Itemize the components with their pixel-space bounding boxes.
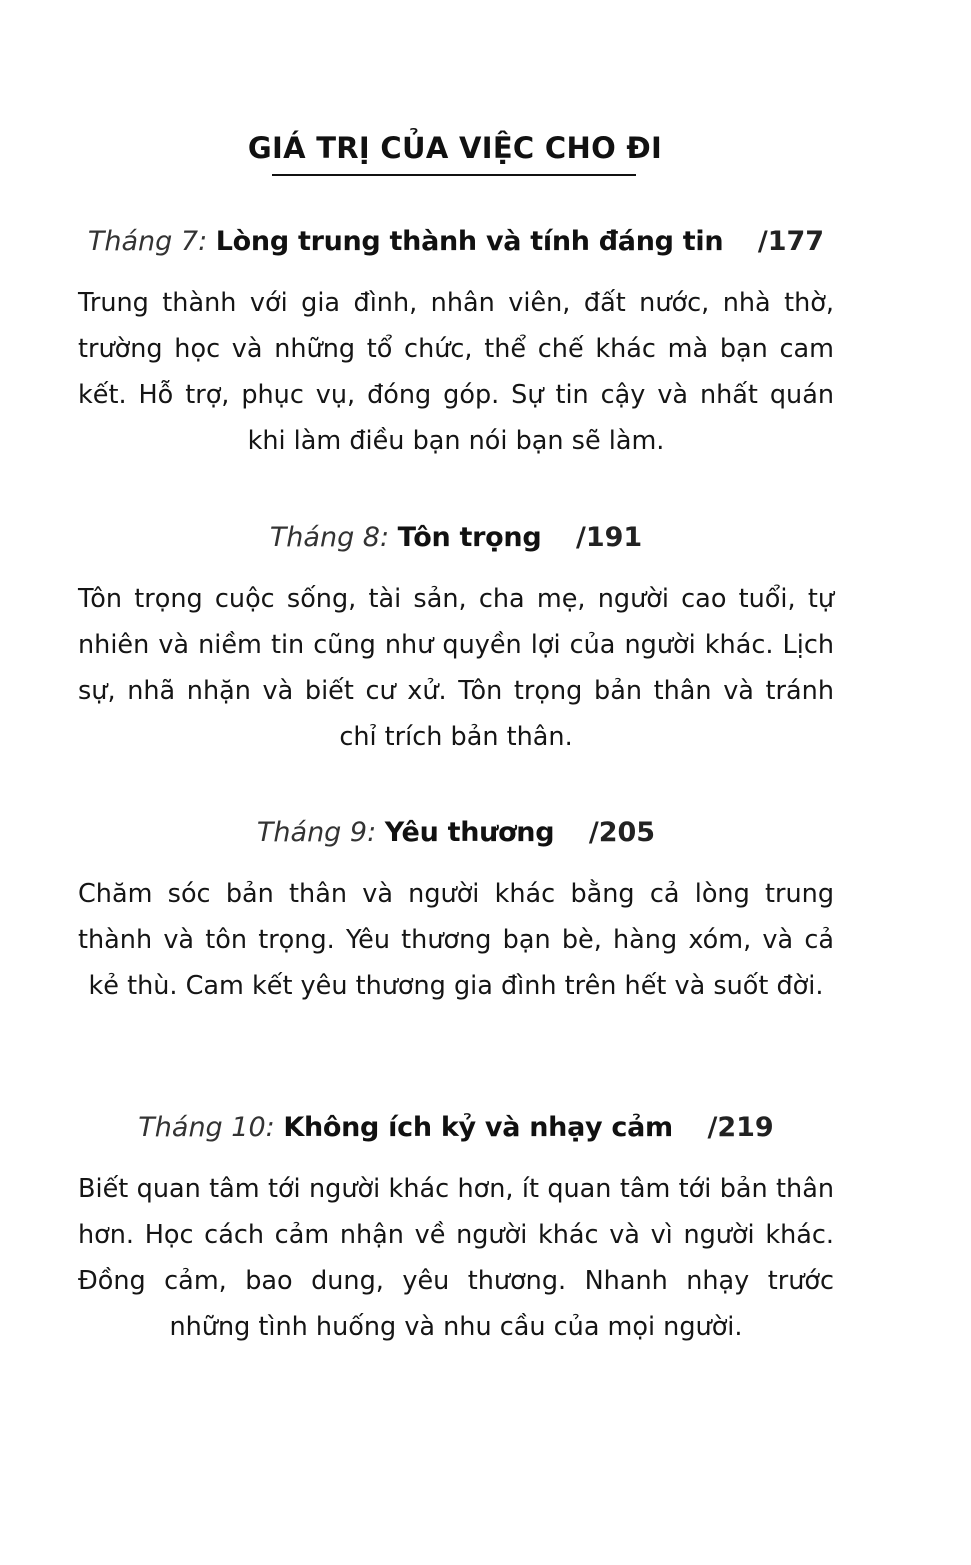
page-reference: /177 [757,226,825,257]
page-reference: /191 [575,522,643,553]
section-heading [78,1108,834,1148]
section-description: Tôn trọng cuộc sống, tài sản, cha mẹ, người cao tuổi, tự nhiên và niềm tin cũng như quyền lợi của người khác. Lịch sự, nhã nhặn và biết cư xử. Tôn trọng bản thân và tránh chỉ trích bản thân. [78,584,834,752]
topic-title: Không ích kỷ và nhạy cảm [283,1112,673,1143]
section-description: Chăm sóc bản thân và người khác bằng cả lòng trung thành và tôn trọng. Yêu thương bạn bè, hàng xóm, và cả kẻ thù. Cam kết yêu thương gia đình trên hết và suốt đời. [78,879,834,1001]
section-heading [78,518,834,558]
month-section [78,1108,834,1350]
page-title: GIÁ TRỊ CỦA VIỆC CHO ĐI [247,131,663,165]
section-heading [78,813,834,853]
topic-title: Tôn trọng [397,522,542,553]
month-label: Tháng 10: [138,1112,275,1143]
month-label: Tháng 9: [256,817,377,848]
month-label: Tháng 7: [87,226,208,257]
month-section [78,222,834,464]
section-description: Biết quan tâm tới người khác hơn, ít quan tâm tới bản thân hơn. Học cách cảm nhận về người khác và vì người khác. Đồng cảm, bao dung, yêu thương. Nhanh nhạy trước những tình huống và nhu cầu của mọi người. [78,1174,834,1342]
page-reference: /219 [707,1112,774,1143]
section-heading [78,222,834,262]
month-label: Tháng 8: [269,522,390,553]
section-description: Trung thành với gia đình, nhân viên, đất nước, nhà thờ, trường học và những tổ chức, thể chế khác mà bạn cam kết. Hỗ trợ, phục vụ, đóng góp. Sự tin cậy và nhất quán khi làm điều bạn nói bạn sẽ làm. [78,288,834,456]
page-reference: /205 [588,817,656,848]
month-section [78,813,834,1009]
topic-title: Lòng trung thành và tính đáng tin [215,226,724,257]
topic-title: Yêu thương [384,817,555,848]
title-underline [272,174,636,176]
month-section [78,518,834,760]
